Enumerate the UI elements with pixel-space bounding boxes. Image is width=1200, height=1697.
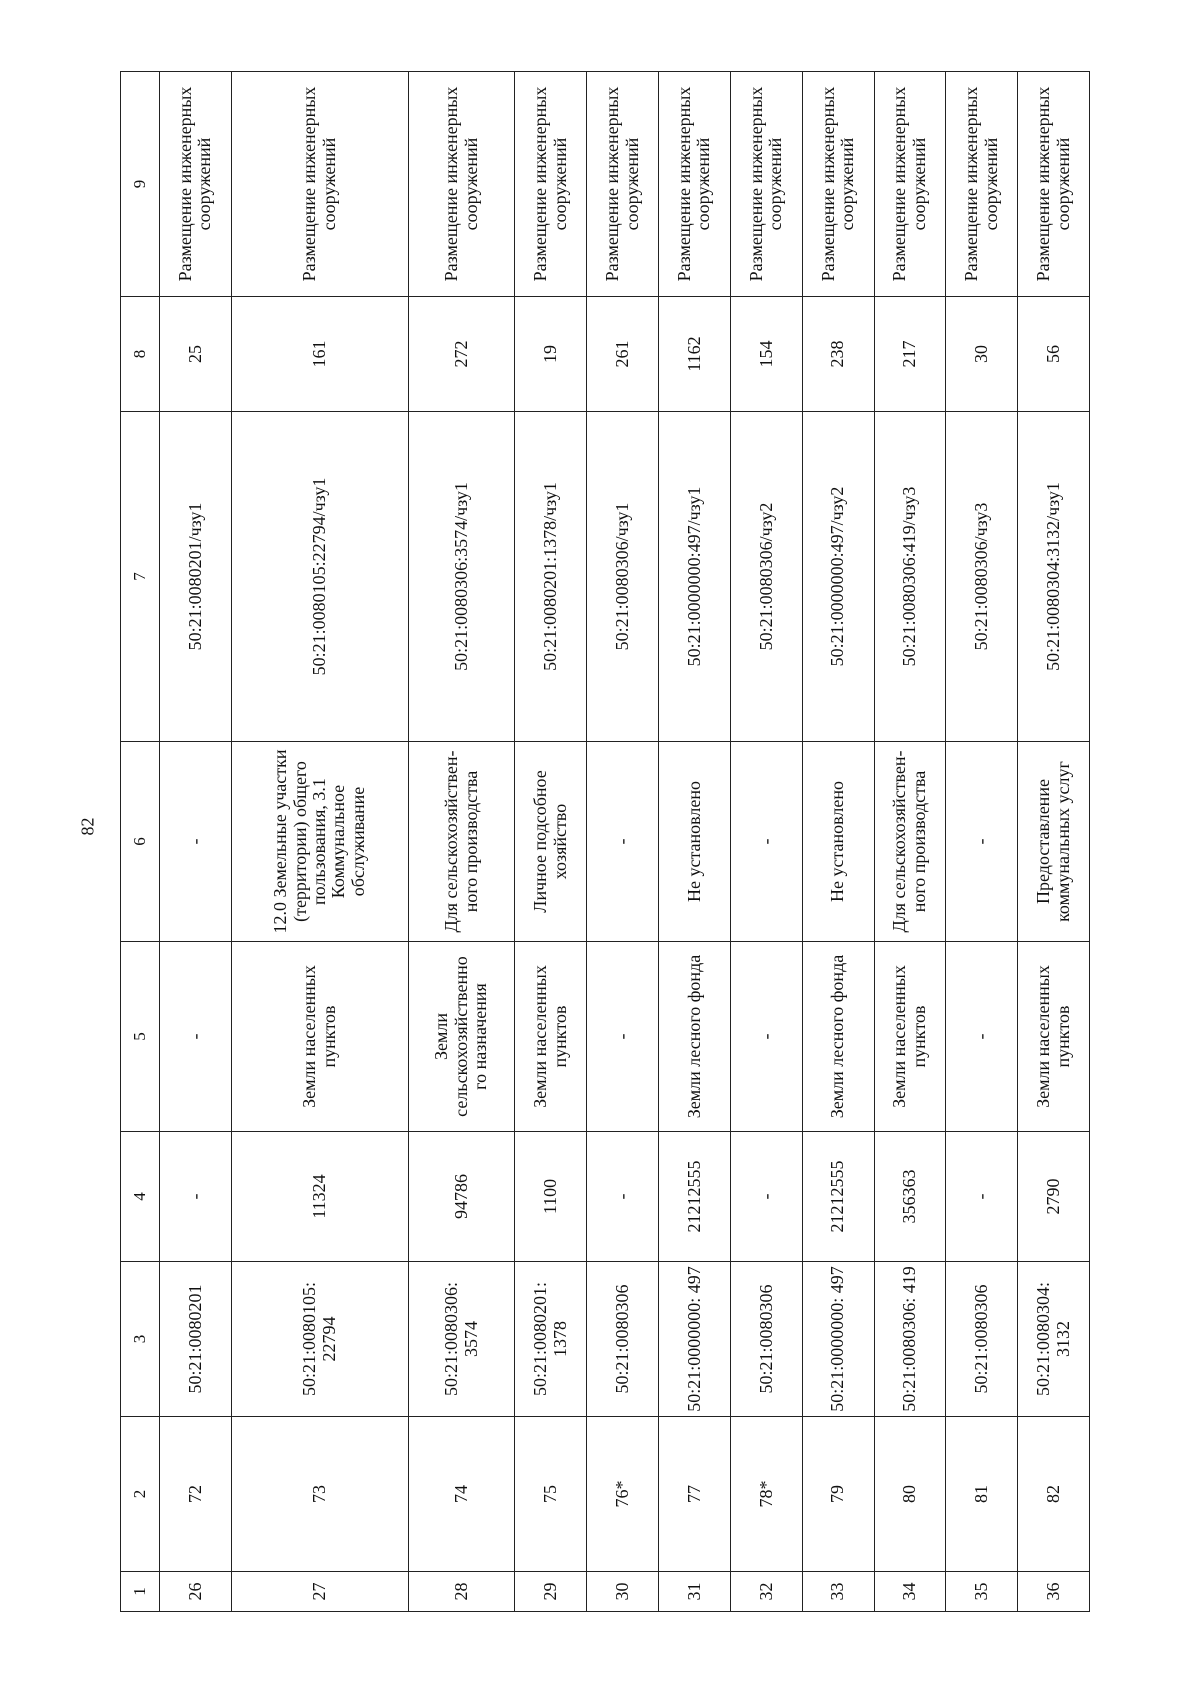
table-cell: 34 — [874, 1572, 946, 1612]
table-row — [946, 72, 1018, 1612]
table-cell: 50:21:0080201:1378/чзу1 — [515, 412, 587, 742]
table-cell: 25 — [160, 297, 232, 412]
table-cell: 82 — [1018, 1417, 1090, 1572]
table-cell: - — [730, 1132, 802, 1262]
table-cell: - — [946, 1132, 1018, 1262]
header-row — [121, 72, 160, 1612]
table-cell: Земли населенных пунктов — [515, 942, 587, 1132]
table-cell: 36 — [1018, 1572, 1090, 1612]
table-cell: 50:21:0000000: 497 — [659, 1262, 731, 1417]
table-cell: 72 — [160, 1417, 232, 1572]
table-row — [659, 72, 731, 1612]
table-cell: - — [946, 942, 1018, 1132]
table-cell: Предоставление коммунальных услуг — [1018, 742, 1090, 942]
table-cell: Размещение инженерных сооружений — [1018, 72, 1090, 297]
table-cell: 80 — [874, 1417, 946, 1572]
table-cell: Размещение инженерных сооружений — [160, 72, 232, 297]
table-cell: Не установлено — [802, 742, 874, 942]
table-cell: - — [160, 942, 232, 1132]
table-cell: 50:21:0000000: 497 — [802, 1262, 874, 1417]
table-cell: 81 — [946, 1417, 1018, 1572]
land-plots-table — [120, 71, 1090, 1612]
table-cell: 26 — [160, 1572, 232, 1612]
table-cell: 35 — [946, 1572, 1018, 1612]
table-cell: 161 — [231, 297, 408, 412]
column-header: 1 — [121, 1572, 160, 1612]
table-row — [231, 72, 408, 1612]
table-body — [121, 72, 1090, 1612]
table-cell: 154 — [730, 297, 802, 412]
table-cell: 33 — [802, 1572, 874, 1612]
table-cell: 50:21:0080306 — [587, 1262, 659, 1417]
column-header: 5 — [121, 942, 160, 1132]
table-cell: - — [160, 1132, 232, 1262]
table-cell: 79 — [802, 1417, 874, 1572]
table-cell: 30 — [587, 1572, 659, 1612]
column-header: 4 — [121, 1132, 160, 1262]
table-cell: Земли сельскохозяйственно го назначения — [408, 942, 515, 1132]
table-cell: - — [946, 742, 1018, 942]
table-row — [874, 72, 946, 1612]
table-cell: 1162 — [659, 297, 731, 412]
table-row — [1018, 72, 1090, 1612]
table-cell: Личное подсобное хозяйство — [515, 742, 587, 942]
table-cell: 31 — [659, 1572, 731, 1612]
table-cell: Земли населенных пунктов — [1018, 942, 1090, 1132]
table-cell: 50:21:0080304: 3132 — [1018, 1262, 1090, 1417]
table-cell: 73 — [231, 1417, 408, 1572]
table-cell: 1100 — [515, 1132, 587, 1262]
table-cell: 50:21:0080306/чзу1 — [587, 412, 659, 742]
table-cell: 50:21:0000000:497/чзу1 — [659, 412, 731, 742]
table-cell: Земли населенных пунктов — [231, 942, 408, 1132]
column-header: 7 — [121, 412, 160, 742]
table-cell: 50:21:0080201/чзу1 — [160, 412, 232, 742]
table-cell: Размещение инженерных сооружений — [874, 72, 946, 297]
table-cell: 217 — [874, 297, 946, 412]
table-cell: Размещение инженерных сооружений — [946, 72, 1018, 297]
table-cell: 50:21:0080306 — [730, 1262, 802, 1417]
table-cell: 12.0 Земельные участки (территории) общего пользования, 3.1 Коммунальное обслуживание — [231, 742, 408, 942]
table-cell: 50:21:0080306:419/чзу3 — [874, 412, 946, 742]
table-cell: 11324 — [231, 1132, 408, 1262]
table-cell: 2790 — [1018, 1132, 1090, 1262]
table-row — [730, 72, 802, 1612]
table-row — [160, 72, 232, 1612]
column-header: 8 — [121, 297, 160, 412]
column-header: 2 — [121, 1417, 160, 1572]
column-header: 9 — [121, 72, 160, 297]
table-cell: - — [587, 942, 659, 1132]
rotated-table-container — [120, 72, 1090, 1612]
table-cell: 32 — [730, 1572, 802, 1612]
column-header: 3 — [121, 1262, 160, 1417]
table-cell: Для сельскохозяйствен- ного производства — [408, 742, 515, 942]
table-cell: 94786 — [408, 1132, 515, 1262]
table-cell: 77 — [659, 1417, 731, 1572]
table-cell: Размещение инженерных сооружений — [408, 72, 515, 297]
page-number: 82 — [77, 817, 98, 836]
table-cell: 50:21:0080306 — [946, 1262, 1018, 1417]
table-cell: Земли лесного фонда — [802, 942, 874, 1132]
table-cell: 19 — [515, 297, 587, 412]
table-cell: 356363 — [874, 1132, 946, 1262]
table-row — [587, 72, 659, 1612]
table-cell: 76* — [587, 1417, 659, 1572]
table-cell: 28 — [408, 1572, 515, 1612]
table-cell: 50:21:0080306:3574/чзу1 — [408, 412, 515, 742]
table-cell: - — [587, 742, 659, 942]
table-cell: 272 — [408, 297, 515, 412]
table-cell: 50:21:0080105: 22794 — [231, 1262, 408, 1417]
table-cell: - — [730, 742, 802, 942]
table-cell: 29 — [515, 1572, 587, 1612]
table-cell: Размещение инженерных сооружений — [659, 72, 731, 297]
table-row — [802, 72, 874, 1612]
table-cell: 50:21:0080105:22794/чзу1 — [231, 412, 408, 742]
table-cell: 56 — [1018, 297, 1090, 412]
table-cell: Земли лесного фонда — [659, 942, 731, 1132]
table-cell: 50:21:0080201: 1378 — [515, 1262, 587, 1417]
table-cell: - — [160, 742, 232, 942]
table-cell: - — [730, 942, 802, 1132]
table-cell: 21212555 — [802, 1132, 874, 1262]
table-cell: Не установлено — [659, 742, 731, 942]
table-cell: 74 — [408, 1417, 515, 1572]
table-cell: 50:21:0080306: 419 — [874, 1262, 946, 1417]
table-cell: Размещение инженерных сооружений — [802, 72, 874, 297]
table-cell: 50:21:0080306/чзу2 — [730, 412, 802, 742]
table-cell: 27 — [231, 1572, 408, 1612]
table-cell: Размещение инженерных сооружений — [515, 72, 587, 297]
table-cell: 50:21:0080306: 3574 — [408, 1262, 515, 1417]
table-cell: 30 — [946, 297, 1018, 412]
table-cell: Земли населенных пунктов — [874, 942, 946, 1132]
table-cell: Размещение инженерных сооружений — [587, 72, 659, 297]
table-cell: 50:21:0080201 — [160, 1262, 232, 1417]
table-cell: 50:21:0000000:497/чзу2 — [802, 412, 874, 742]
column-header: 6 — [121, 742, 160, 942]
table-cell: 78* — [730, 1417, 802, 1572]
table-cell: 21212555 — [659, 1132, 731, 1262]
table-cell: Размещение инженерных сооружений — [231, 72, 408, 297]
table-cell: 75 — [515, 1417, 587, 1572]
table-cell: Размещение инженерных сооружений — [730, 72, 802, 297]
table-row — [515, 72, 587, 1612]
table-cell: - — [587, 1132, 659, 1262]
table-cell: 50:21:0080304:3132/чзу1 — [1018, 412, 1090, 742]
table-cell: 261 — [587, 297, 659, 412]
table-cell: 50:21:0080306/чзу3 — [946, 412, 1018, 742]
table-cell: 238 — [802, 297, 874, 412]
table-cell: Для сельскохозяйствен- ного производства — [874, 742, 946, 942]
table-row — [408, 72, 515, 1612]
